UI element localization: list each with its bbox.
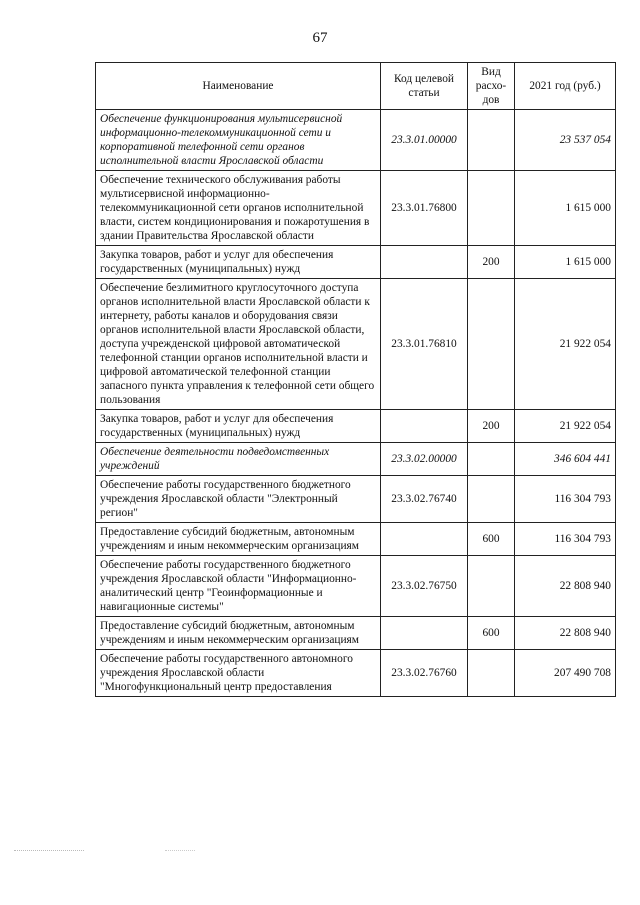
scan-artifact [14,850,84,852]
code-cell: 23.3.02.76760 [381,650,468,697]
code-cell: 23.3.01.76800 [381,171,468,246]
name-cell: Обеспечение безлимитного круглосуточного доступа органов исполнительной власти Ярославской области к интернету, работы каналов и оборудования связи органов исполнительной власти Ярославской области, доступа учрежденской цифровой автоматической телефонной станции органов исполнительной власти и цифровой автоматической телефонной станции запасного пункта управления к телефонной сети общего пользования [96,279,381,410]
code-cell: 23.3.02.00000 [381,443,468,476]
type-cell [468,476,515,523]
name-cell: Обеспечение работы государственного бюджетного учреждения Ярославской области "Электронный регион" [96,476,381,523]
table-row [96,523,616,556]
table-row [96,443,616,476]
name-cell: Предоставление субсидий бюджетным, автономным учреждениям и иным некоммерческим организациям [96,523,381,556]
code-cell [381,246,468,279]
code-cell: 23.3.02.76740 [381,476,468,523]
amount-cell: 21 922 054 [515,410,616,443]
amount-cell: 346 604 441 [515,443,616,476]
budget-table [95,62,616,697]
page-number: 67 [312,30,328,46]
code-cell: 23.3.02.76750 [381,556,468,617]
header-amount: 2021 год (руб.) [515,63,616,110]
amount-cell: 207 490 708 [515,650,616,697]
amount-cell: 116 304 793 [515,523,616,556]
name-cell: Обеспечение функционирования мультисервисной информационно-телекоммуникационной сети и корпоративной телефонной сети органов исполнительной власти Ярославской области [96,110,381,171]
header-code: Код целевой статьи [381,63,468,110]
table-row [96,110,616,171]
scan-artifact [165,850,195,852]
type-cell: 200 [468,410,515,443]
table-row [96,617,616,650]
table-row [96,279,616,410]
table-row [96,476,616,523]
code-cell: 23.3.01.00000 [381,110,468,171]
table-row [96,410,616,443]
name-cell: Обеспечение работы государственного автономного учреждения Ярославской области "Многофункциональный центр предоставления [96,650,381,697]
amount-cell: 21 922 054 [515,279,616,410]
table-row [96,556,616,617]
type-cell [468,279,515,410]
amount-cell: 1 615 000 [515,246,616,279]
amount-cell: 23 537 054 [515,110,616,171]
amount-cell: 116 304 793 [515,476,616,523]
name-cell: Закупка товаров, работ и услуг для обеспечения государственных (муниципальных) нужд [96,246,381,279]
table-row [96,246,616,279]
type-cell [468,110,515,171]
type-cell [468,650,515,697]
code-cell [381,617,468,650]
table-row [96,171,616,246]
code-cell [381,410,468,443]
name-cell: Обеспечение работы государственного бюджетного учреждения Ярославской области "Информационно-аналитический центр "Геоинформационные и навигационные системы" [96,556,381,617]
amount-cell: 22 808 940 [515,556,616,617]
table-header-row [96,63,616,110]
type-cell: 600 [468,523,515,556]
type-cell: 200 [468,246,515,279]
type-cell [468,171,515,246]
name-cell: Предоставление субсидий бюджетным, автономным учреждениям и иным некоммерческим организациям [96,617,381,650]
name-cell: Обеспечение технического обслуживания работы мультисервисной информационно-телекоммуникационной сети органов исполнительной власти, систем кондиционирования и пожаротушения в здании Правительства Ярославской области [96,171,381,246]
type-cell [468,443,515,476]
amount-cell: 22 808 940 [515,617,616,650]
amount-cell: 1 615 000 [515,171,616,246]
code-cell [381,523,468,556]
code-cell: 23.3.01.76810 [381,279,468,410]
type-cell: 600 [468,617,515,650]
name-cell: Закупка товаров, работ и услуг для обеспечения государственных (муниципальных) нужд [96,410,381,443]
header-type: Вид расхо-дов [468,63,515,110]
table-row [96,650,616,697]
name-cell: Обеспечение деятельности подведомственных учреждений [96,443,381,476]
header-name: Наименование [96,63,381,110]
type-cell [468,556,515,617]
